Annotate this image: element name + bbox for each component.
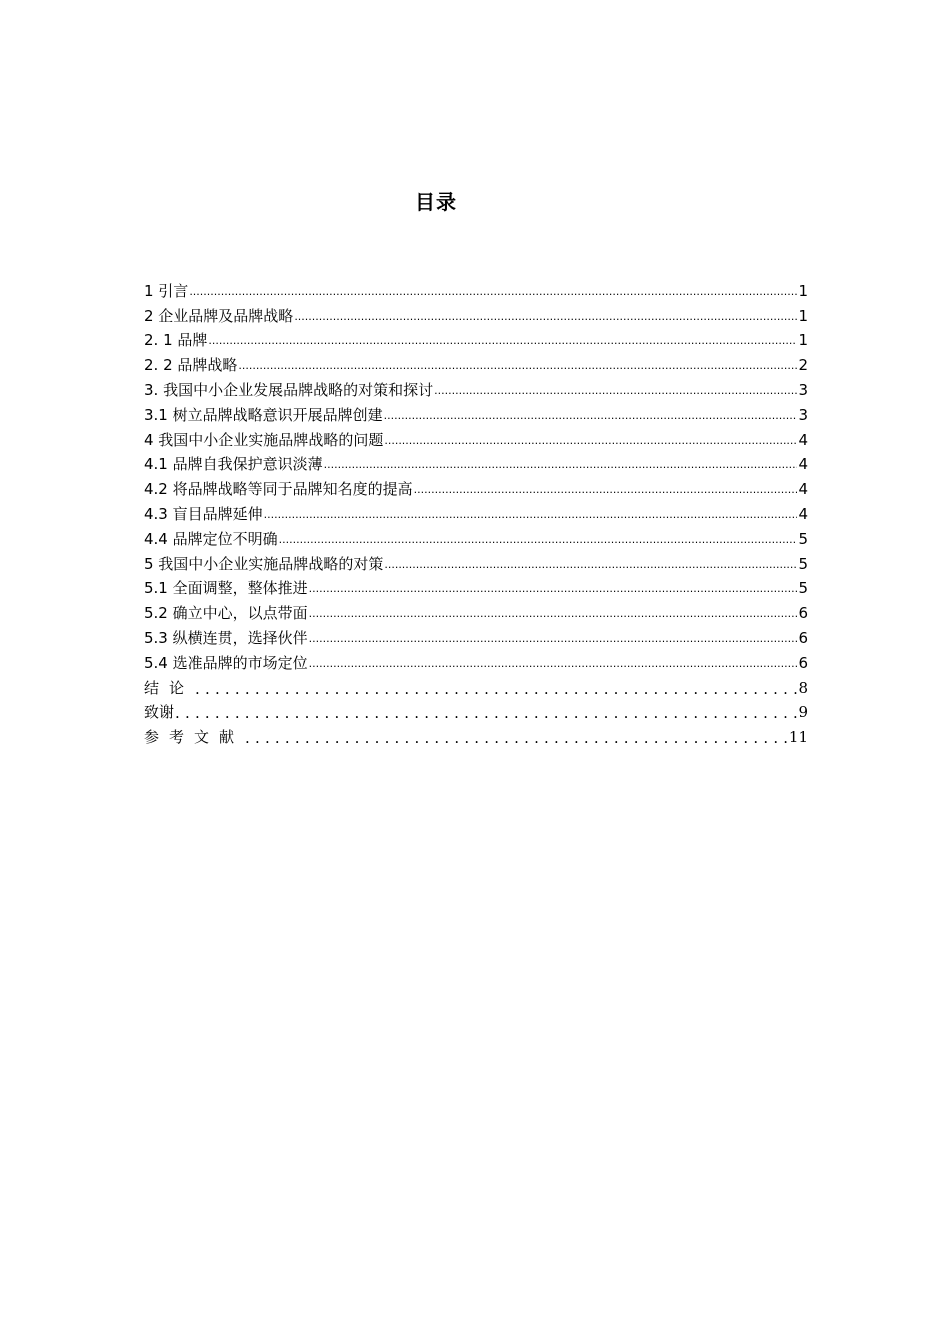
- toc-entry-label: 5.1 全面调整，整体推进: [144, 579, 308, 598]
- toc-entry-page: 1: [798, 331, 808, 350]
- toc-dot-leader: [309, 630, 798, 648]
- toc-dot-leader: [309, 580, 798, 598]
- toc-entry-page: 6: [798, 604, 808, 623]
- toc-dot-leader: [245, 729, 788, 747]
- toc-dot-leader: [414, 481, 798, 499]
- toc-entry[interactable]: [144, 326, 808, 351]
- toc-entry-page: 5: [798, 579, 808, 598]
- toc-entry-label: 4.3 盲目品牌延伸: [144, 504, 263, 523]
- toc-entry-label: 5.3 纵横连贯，选择伙伴: [144, 628, 308, 647]
- toc-entry-label: 4.2 将品牌战略等同于品牌知名度的提高: [144, 480, 413, 499]
- toc-list: [144, 276, 808, 747]
- toc-entry[interactable]: [144, 400, 808, 425]
- toc-entry-page: 3: [798, 405, 808, 424]
- toc-entry-page: 5: [798, 554, 808, 573]
- toc-entry-page: 4: [798, 504, 808, 523]
- toc-entry-page: 4: [798, 455, 808, 474]
- toc-entry-references[interactable]: [144, 722, 808, 747]
- toc-entry-acknowledgements[interactable]: [144, 698, 808, 723]
- toc-entry-page: 4: [798, 480, 808, 499]
- toc-entry-label: 5 我国中小企业实施品牌战略的对策: [144, 554, 384, 573]
- toc-dot-leader: [294, 308, 797, 326]
- toc-entry-label: 4 我国中小企业实施品牌战略的问题: [144, 430, 384, 449]
- toc-entry-page: 8: [798, 678, 808, 697]
- toc-entry[interactable]: [144, 623, 808, 648]
- toc-entry-page: 6: [798, 653, 808, 672]
- toc-entry[interactable]: [144, 524, 808, 549]
- toc-entry-label: 3.1 树立品牌战略意识开展品牌创建: [144, 405, 383, 424]
- toc-entry-label: 3. 我国中小企业发展品牌战略的对策和探讨: [144, 380, 434, 399]
- toc-entry[interactable]: [144, 425, 808, 450]
- toc-dot-leader: [279, 531, 798, 549]
- toc-entry-page: 9: [798, 703, 808, 722]
- toc-entry-page: 6: [798, 628, 808, 647]
- toc-entry[interactable]: [144, 276, 808, 301]
- toc-entry-label: 4.1 品牌自我保护意识淡薄: [144, 455, 323, 474]
- toc-entry[interactable]: [144, 499, 808, 524]
- toc-entry-label: 参考文献: [144, 728, 245, 747]
- toc-entry-page: 2: [798, 356, 808, 375]
- toc-dot-leader: [264, 506, 798, 524]
- toc-entry[interactable]: [144, 375, 808, 400]
- toc-entry-page: 1: [798, 306, 808, 325]
- toc-entry[interactable]: [144, 574, 808, 599]
- toc-entry[interactable]: [144, 350, 808, 375]
- toc-entry-label: 结论: [144, 678, 195, 697]
- toc-dot-leader: [434, 382, 797, 400]
- toc-entry-label: 2. 2 品牌战略: [144, 356, 238, 375]
- toc-dot-leader: [195, 680, 797, 698]
- toc-entry-label: 5.2 确立中心，以点带面: [144, 604, 308, 623]
- toc-entry[interactable]: [144, 450, 808, 475]
- toc-dot-leader: [189, 283, 797, 301]
- toc-entry[interactable]: [144, 549, 808, 574]
- toc-dot-leader: [175, 704, 797, 722]
- toc-entry[interactable]: [144, 474, 808, 499]
- toc-dot-leader: [384, 407, 798, 425]
- toc-entry-page: 4: [798, 430, 808, 449]
- toc-entry-label: 1 引言: [144, 281, 189, 300]
- toc-entry-page: 1: [798, 281, 808, 300]
- toc-dot-leader: [384, 556, 797, 574]
- toc-entry-label: 4.4 品牌定位不明确: [144, 529, 278, 548]
- toc-entry[interactable]: [144, 598, 808, 623]
- toc-entry-page: 11: [788, 728, 808, 747]
- toc-entry-conclusion[interactable]: [144, 673, 808, 698]
- toc-entry-label: 致谢: [144, 703, 175, 722]
- toc-entry-page: 3: [798, 380, 808, 399]
- toc-title: 目录: [415, 190, 457, 214]
- toc-dot-leader: [309, 605, 798, 623]
- toc-dot-leader: [384, 432, 797, 450]
- toc-entry-page: 5: [798, 529, 808, 548]
- toc-entry[interactable]: [144, 301, 808, 326]
- toc-entry-label: 2. 1 品牌: [144, 331, 208, 350]
- toc-dot-leader: [208, 332, 797, 350]
- toc-entry-label: 5.4 选准品牌的市场定位: [144, 653, 308, 672]
- toc-entry[interactable]: [144, 648, 808, 673]
- toc-dot-leader: [309, 655, 798, 673]
- toc-entry-label: 2 企业品牌及品牌战略: [144, 306, 294, 325]
- toc-dot-leader: [238, 357, 797, 375]
- toc-dot-leader: [324, 456, 798, 474]
